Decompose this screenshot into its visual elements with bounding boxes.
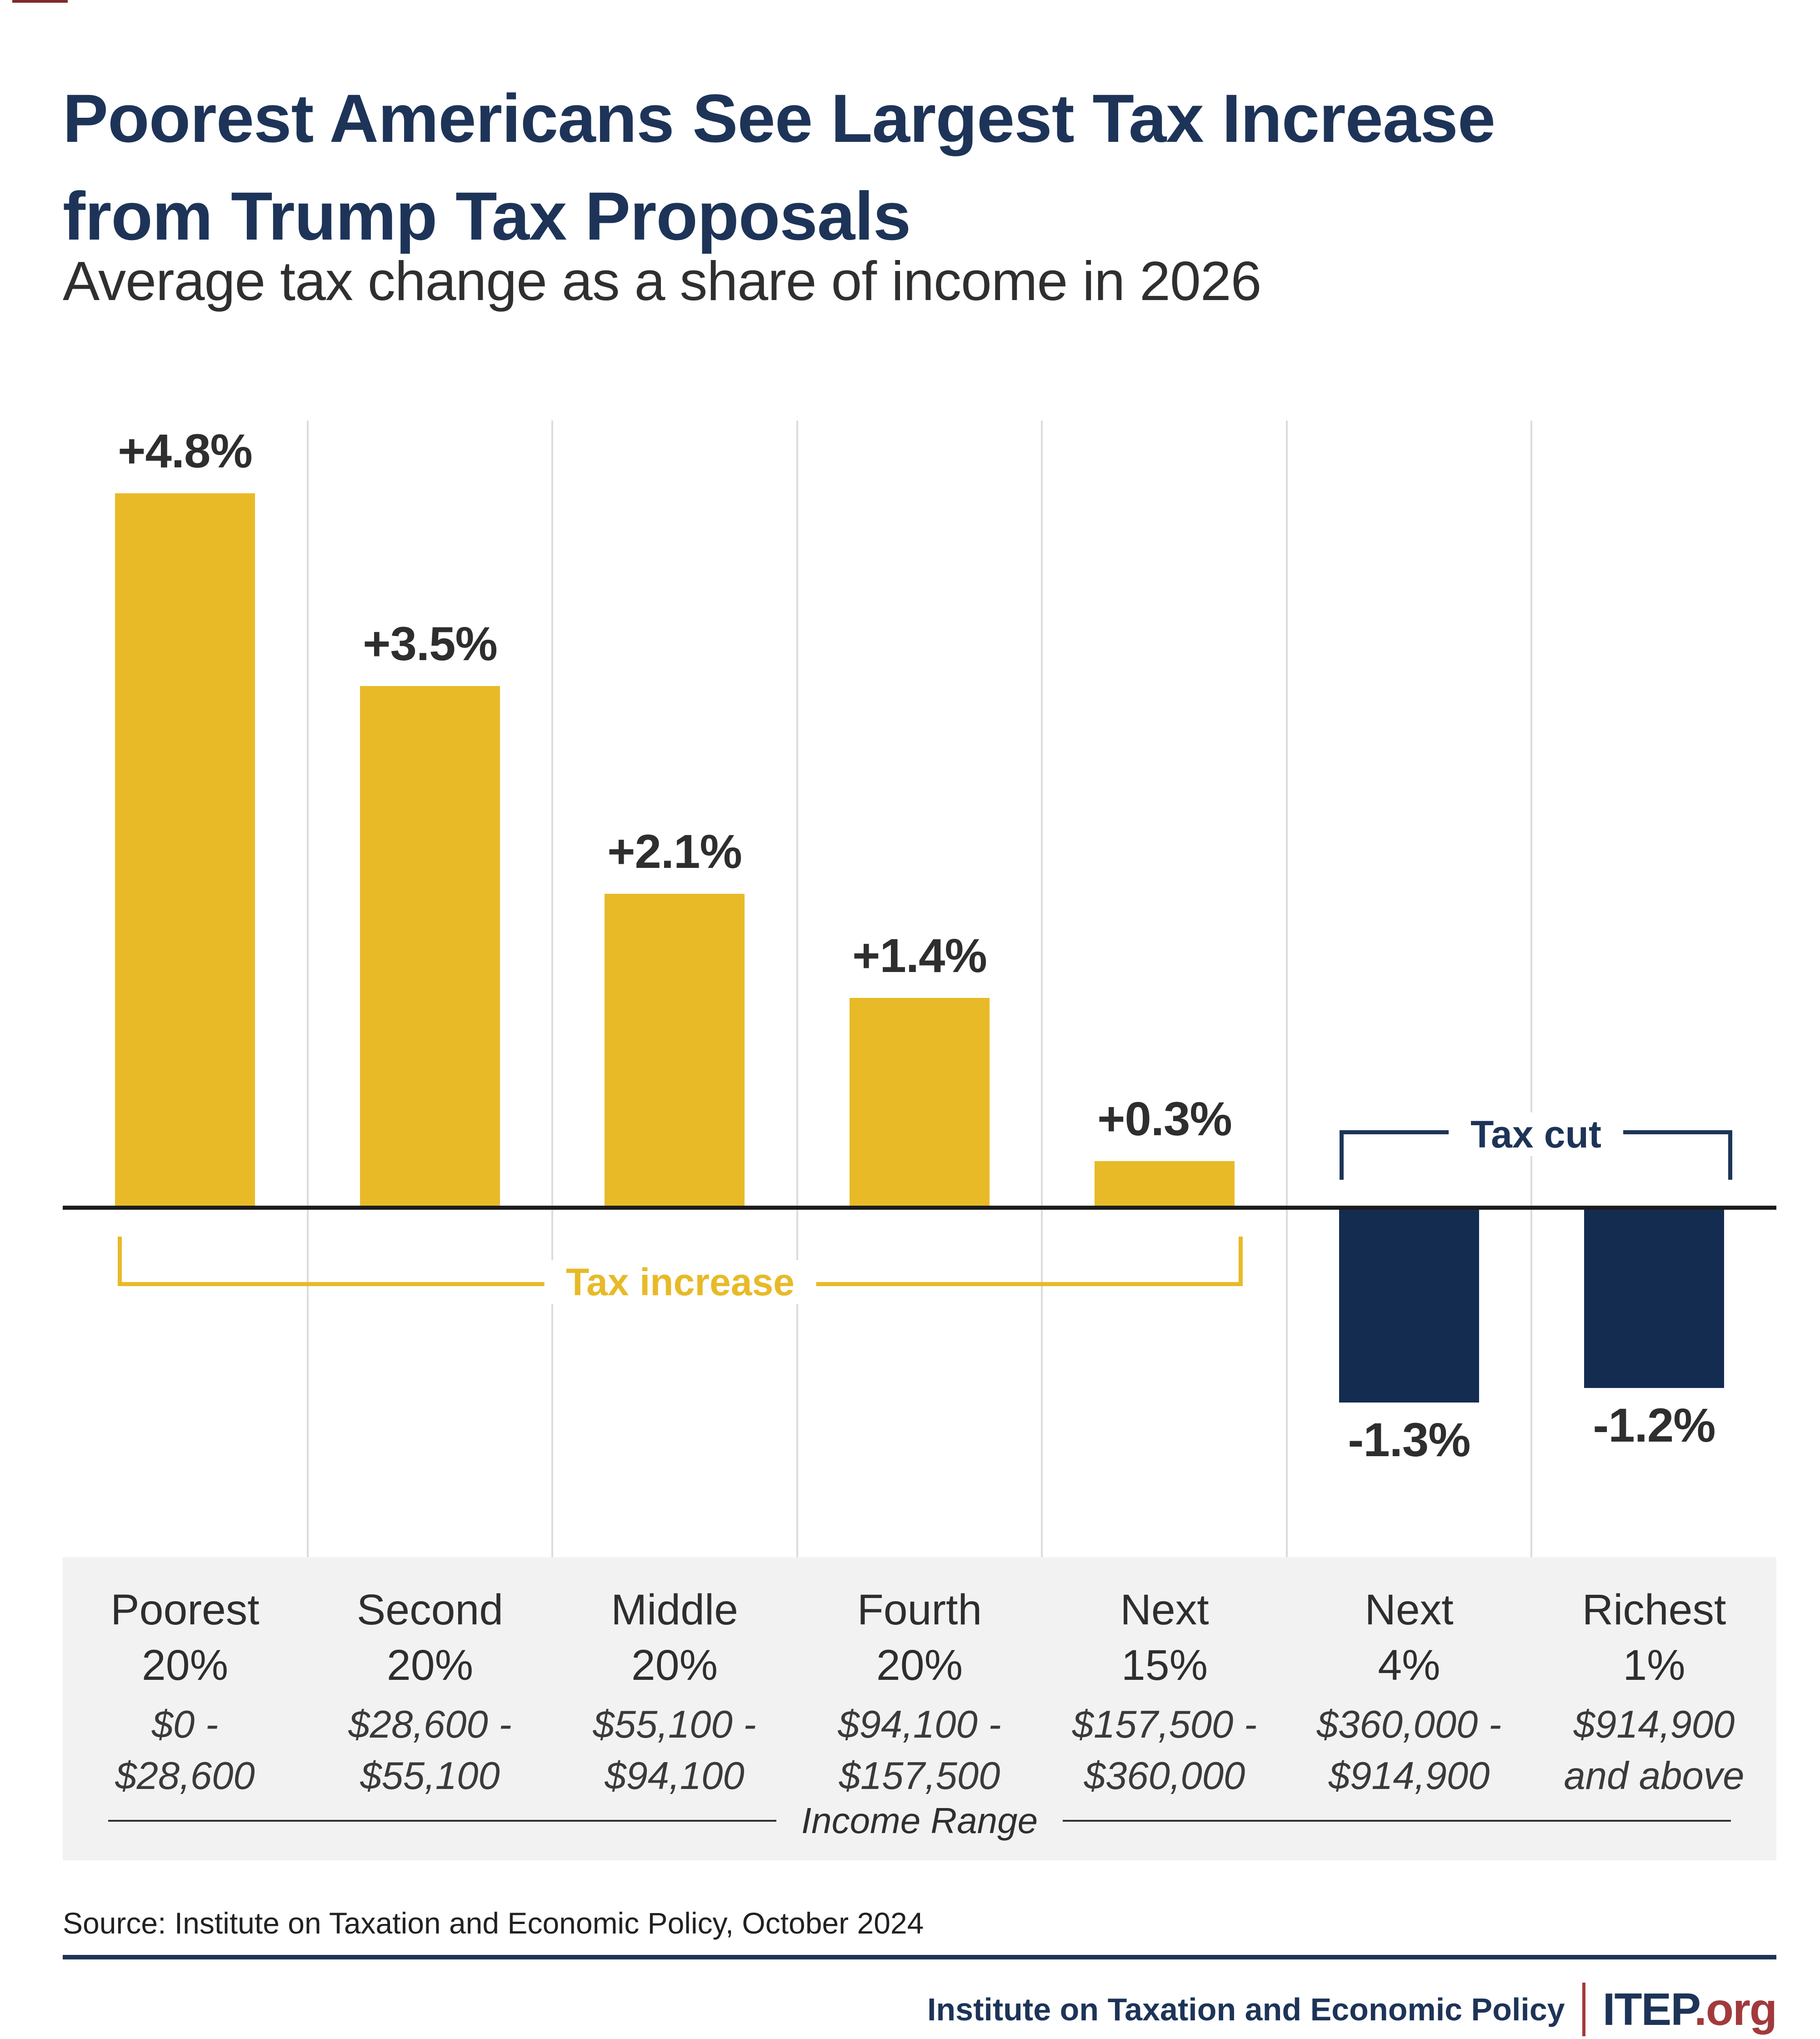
income-range-middle-20-: $55,100 - $94,100 xyxy=(593,1703,756,1798)
chart-title xyxy=(63,70,1763,265)
category-label-next-15-: Next 15% xyxy=(1120,1586,1209,1689)
footer xyxy=(927,1980,1776,2039)
tax-increase-label: Tax increase xyxy=(544,1260,816,1304)
value-label-fourth-20-: +1.4% xyxy=(852,929,987,982)
tax-cut-bracket xyxy=(1340,1113,1732,1180)
income-range-second-20-: $28,600 - $55,100 xyxy=(348,1703,512,1798)
chart-title-line1: Poorest Americans See Largest Tax Increase xyxy=(63,80,1495,156)
value-label-middle-20-: +2.1% xyxy=(607,825,742,878)
income-range-richest-1-: $914,900 and above xyxy=(1564,1703,1745,1798)
income-range-next-15-: $157,500 - $360,000 xyxy=(1072,1703,1257,1798)
tax-increase-bracket xyxy=(118,1237,1243,1303)
footer-divider-rule xyxy=(63,1955,1776,1959)
bar-richest-1- xyxy=(1584,1210,1724,1388)
category-label-second-20-: Second 20% xyxy=(356,1586,504,1689)
itep-logo-suffix: .org xyxy=(1694,1984,1776,2035)
bar-second-20- xyxy=(360,686,500,1206)
income-range-divider xyxy=(108,1796,1731,1846)
zero-axis-line xyxy=(63,1206,1776,1210)
tax-cut-label: Tax cut xyxy=(1449,1112,1623,1156)
source-note: Source: Institute on Taxation and Economic Policy, October 2024 xyxy=(63,1906,924,1940)
footer-separator-bar xyxy=(1582,1983,1585,2036)
value-label-poorest-20-: +4.8% xyxy=(118,425,252,478)
bar-next-15- xyxy=(1095,1161,1235,1206)
chart-area xyxy=(63,421,1776,1860)
category-band xyxy=(63,1557,1776,1860)
value-label-next-4-: -1.3% xyxy=(1348,1413,1470,1467)
income-range-next-4-: $360,000 - $914,900 xyxy=(1316,1703,1502,1798)
income-range-fourth-20-: $94,100 - $157,500 xyxy=(838,1703,1001,1798)
bar-poorest-20- xyxy=(115,493,255,1206)
itep-logo-text: ITEP xyxy=(1602,1984,1695,2035)
bar-fourth-20- xyxy=(850,998,990,1206)
value-label-second-20-: +3.5% xyxy=(363,617,497,671)
category-label-middle-20-: Middle 20% xyxy=(611,1586,738,1689)
value-label-next-15-: +0.3% xyxy=(1097,1092,1232,1146)
category-label-richest-1-: Richest 1% xyxy=(1582,1586,1726,1689)
chart-title-line2: from Trump Tax Proposals xyxy=(63,177,911,254)
chart-subtitle: Average tax change as a share of income in 2026 xyxy=(63,250,1261,312)
category-label-fourth-20-: Fourth 20% xyxy=(857,1586,982,1689)
bar-next-4- xyxy=(1339,1210,1479,1403)
itep-logo xyxy=(1603,1984,1776,2036)
category-label-poorest-20-: Poorest 20% xyxy=(110,1586,260,1689)
footer-org-name: Institute on Taxation and Economic Policy xyxy=(927,1992,1565,2027)
income-range-poorest-20-: $0 - $28,600 xyxy=(115,1703,255,1798)
category-label-next-4-: Next 4% xyxy=(1365,1586,1454,1689)
top-left-red-mark xyxy=(12,0,68,3)
x-axis-label: Income Range xyxy=(801,1800,1038,1841)
divider-rule-left xyxy=(108,1820,776,1822)
divider-rule-right xyxy=(1063,1820,1731,1822)
value-label-richest-1-: -1.2% xyxy=(1593,1399,1715,1452)
bar-middle-20- xyxy=(605,894,745,1206)
